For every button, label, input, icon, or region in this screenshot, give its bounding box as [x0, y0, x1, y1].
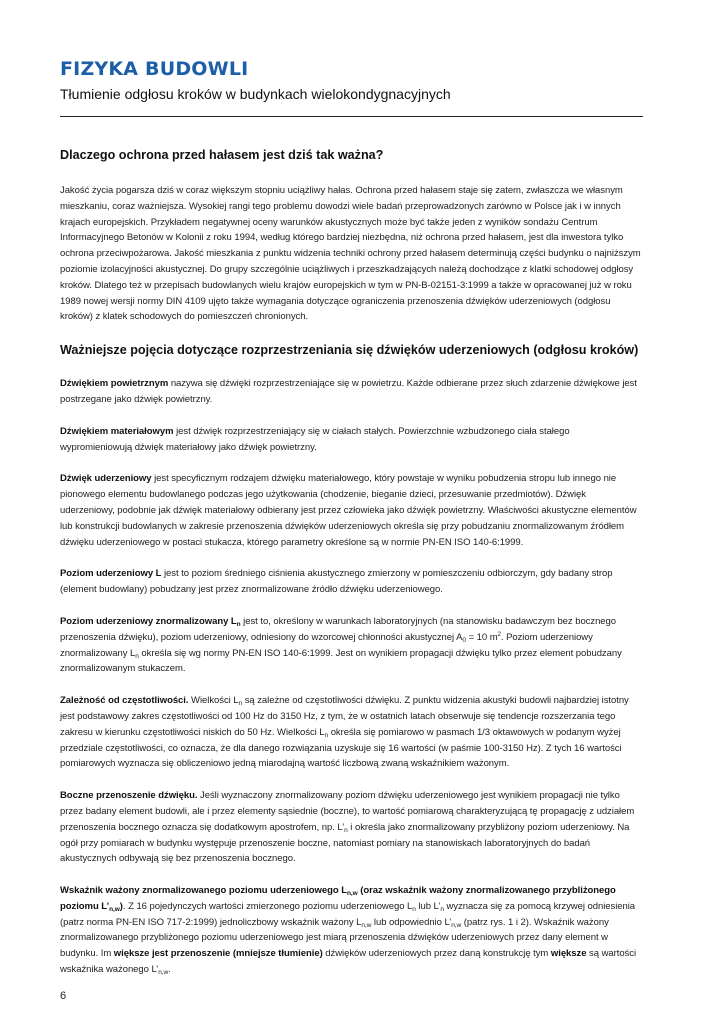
definition-normalized-impact-level: Poziom uderzeniowy znormalizowany $L_n$ jest to, określony w warunkach laboratoryjnych (na stanowisku badawczym bez bocznego przenoszenia dźwięku), poziom uderzeniowy, odniesiony do wzorcowej chłonności akustycznej $A_0 = 10$ $m^2$. Poziom uderzeniowy znormalizowany $L_n$ określa się wg normy PN-EN ISO 140-6:1999. Jest on wynikiem propagacji dźwięku tylko przez element pobudzany znormalizowanym stukaczem. [60, 615, 622, 675]
term-flanking-transmission: Boczne przenoszenie dźwięku. [60, 790, 198, 802]
definition-impact-level: Poziom uderzeniowy L jest to poziom średniego ciśnienia akustycznego zmierzony w pomieszczeniu odbiorczym, gdy badany strop (element budowlany) pobudzany jest przez znormalizowane źródło dźwięku uderzeniowego. [60, 568, 613, 596]
definition-weighted-index: Wskaźnik ważony znormalizowanego poziomu uderzeniowego $L_{n,w}$ (oraz wskaźnik ważony znormalizowanego przybliżonego poziomu $L’_{n,w}$). Z 16 pojedynczych wartości zmierzonego poziomu uderzeniowego $L_n$ lub $L’_n$ wyznacza się za pomocą krzywej odniesienia (patrz norma PN-EN ISO 717-2:1999) jednoliczbowy wskaźnik ważony $L_{n,w}$ lub odpowiednio $L’_{n,w}$ (patrz rys. 1 i 2). Wskaźnik ważony znormalizowanego przybliżonego poziomu uderzeniowego jest miarą przenoszenia dźwięków uderzeniowych przez dany element w budynku. Im większe jest przenoszenie (mniejsze tłumienie) dźwięków uderzeniowych przez daną konstrukcję tym większe są wartości wskaźnika ważonego $L’_{n,w}$. [60, 885, 637, 977]
definition-impact-sound: Dźwięk uderzeniowy jest specyficznym rodzajem dźwięku materiałowego, który powstaje w wyniku pobudzenia stropu lub innego nie pionowego elementu budowlanego podczas jego użytkowania (chodzenie, bieganie dzieci, przesuwanie przedmiotów). Dźwięk uderzeniowy, podobnie jak dźwięk materiałowy odbierany jest przez człowieka jako dźwięk powietrzny. Właściwości akustyczne elementów lub konstrukcji budowlanych w zakresie przenoszenia dźwięków uderzeniowych określa się przy pobudzaniu znormalizowanym źródłem dźwięku uderzeniowego w postaci stukacza, którego parametry określone są w normie PN-EN ISO 140-6:1999. [60, 473, 637, 548]
page-number: 6 [60, 990, 67, 1002]
emphasis-greater-transmission: większe jest przenoszenie (mniejsze tłumienie) [113, 948, 323, 960]
term-normalized-impact-level: Poziom uderzeniowy znormalizowany $L_n$ [60, 615, 241, 628]
header-divider [60, 116, 643, 117]
term-frequency-dependence: Zależność od częstotliwości. [60, 695, 189, 707]
section-heading-definitions: Ważniejsze pojęcia dotyczące rozprzestrzeniania się dźwięków uderzeniowych (odgłosu kroków) [60, 343, 639, 358]
document-subtitle: Tłumienie odgłosu kroków w budynkach wielokondygnacyjnych [60, 86, 451, 102]
document-page [60, 58, 643, 978]
term-impact-sound: Dźwięk uderzeniowy [60, 473, 152, 485]
definition-frequency-dependence: Zależność od częstotliwości. Wielkości $L_n$ są zależne od częstotliwości dźwięku. Z punktu widzenia akustyki budowli najbardziej istotny jest podstawowy zakres częstotliwości od 100 Hz do 3150 Hz, z tym, że w ostatnich latach obserwuje się tendencje rozszerzania tego zakresu w kierunku częstotliwości niskich do 50 Hz. Wielkości $L_n$ określa się pomiarowo w pasmach 1/3 oktawowych w podanym wyżej przedziale częstotliwości, co oznacza, że dla danego rozwiązania uzyskuje się 16 wartości (w paśmie 100-3150 Hz). Z tych 16 wartości pomiarowych wyznacza się obliczeniowo jedną miarodajną wartość liczbową zwaną wskaźnikiem ważonym. [60, 695, 629, 770]
emphasis-greater: większe [550, 948, 587, 960]
term-structure-borne-sound: Dźwiękiem materiałowym [60, 425, 174, 437]
term-impact-level: Poziom uderzeniowy L [60, 568, 162, 580]
term-airborne-sound: Dźwiękiem powietrznym [60, 378, 169, 390]
series-title: FIZYKA BUDOWLI [60, 58, 249, 80]
section-heading-noise-protection: Dlaczego ochrona przed hałasem jest dziś tak ważna? [60, 148, 384, 162]
definition-flanking-transmission: Boczne przenoszenie dźwięku. Jeśli wyznaczony znormalizowany poziom dźwięku uderzeniowego jest wynikiem propagacji nie tylko przez badany element budowli, ale i przez elementy sąsiednie (boczne), to wartość pomiarową charakteryzującą tę propagację z udziałem przenoszenia bocznego oznacza się dodatkowym apostrofem, np. $L’_n$ i określa jako znormalizowany przybliżony poziom uderzeniowy. Na ogół przy pomiarach w budynku występuje przenoszenie boczne, natomiast pomiary na stanowiskach laboratoryjnych do badań akustycznych odbywają się bez przenoszenia bocznego. [60, 790, 635, 865]
intro-paragraph: Jakość życia pogarsza dziś w coraz większym stopniu uciążliwy hałas. Ochrona przed hałasem staje się zatem, zwłaszcza we własnym mieszkaniu, coraz ważniejsza. Wysokiej rangi tego problemu dowodzi wiele badań przeprowadzonych zarówno w Polsce jak i w innych krajach europejskich. Przykładem negatywnej oceny warunków akustycznych może być także jeden z wyników sondażu Centrum Informacyjnego Betonów w Kolonii z roku 1994, według którego bardziej niezbędna, niż ochrona przed hałasem, jest dla inwestora tylko ochrona przeciwpożarowa. Jakość mieszkania z punktu widzenia techniki ochrony przed hałasem determinują części budynku o najniższym poziomie izolacyjności akustycznej. Do grupy szczególnie uciążliwych i przeszkadzających należą dochodzące z klatki schodowej odgłosy kroków. Dlatego też w przepisach budowlanych wielu krajów europejskich w tym w PN-B-02151-3:1999 a także w opracowanej już w roku 1989 nowej wersji normy DIN 4109 ujęto także wymagania dotyczące ograniczenia przenoszenia dźwięków uderzeniowych (odgłosu kroków) z klatek schodowych do pomieszczeń chronionych. [60, 185, 641, 323]
definition-airborne-sound: Dźwiękiem powietrznym nazywa się dźwięki rozprzestrzeniające się w powietrzu. Każde odbierane przez słuch zdarzenie dźwiękowe jest postrzegane jako dźwięk powietrzny. [60, 378, 637, 405]
term-weighted-index: Wskaźnik ważony znormalizowanego poziomu uderzeniowego $L_{n,w}$ (oraz wskaźnik ważony znormalizowanego przybliżonego poziomu $L’_{n,w}$) [60, 885, 616, 913]
definition-structure-borne-sound: Dźwiękiem materiałowym jest dźwięk rozprzestrzeniający się w ciałach stałych. Powierzchnie wzbudzonego ciała stałego wypromieniowują dźwięk materiałowy jako dźwięk powietrzny. [60, 425, 570, 453]
